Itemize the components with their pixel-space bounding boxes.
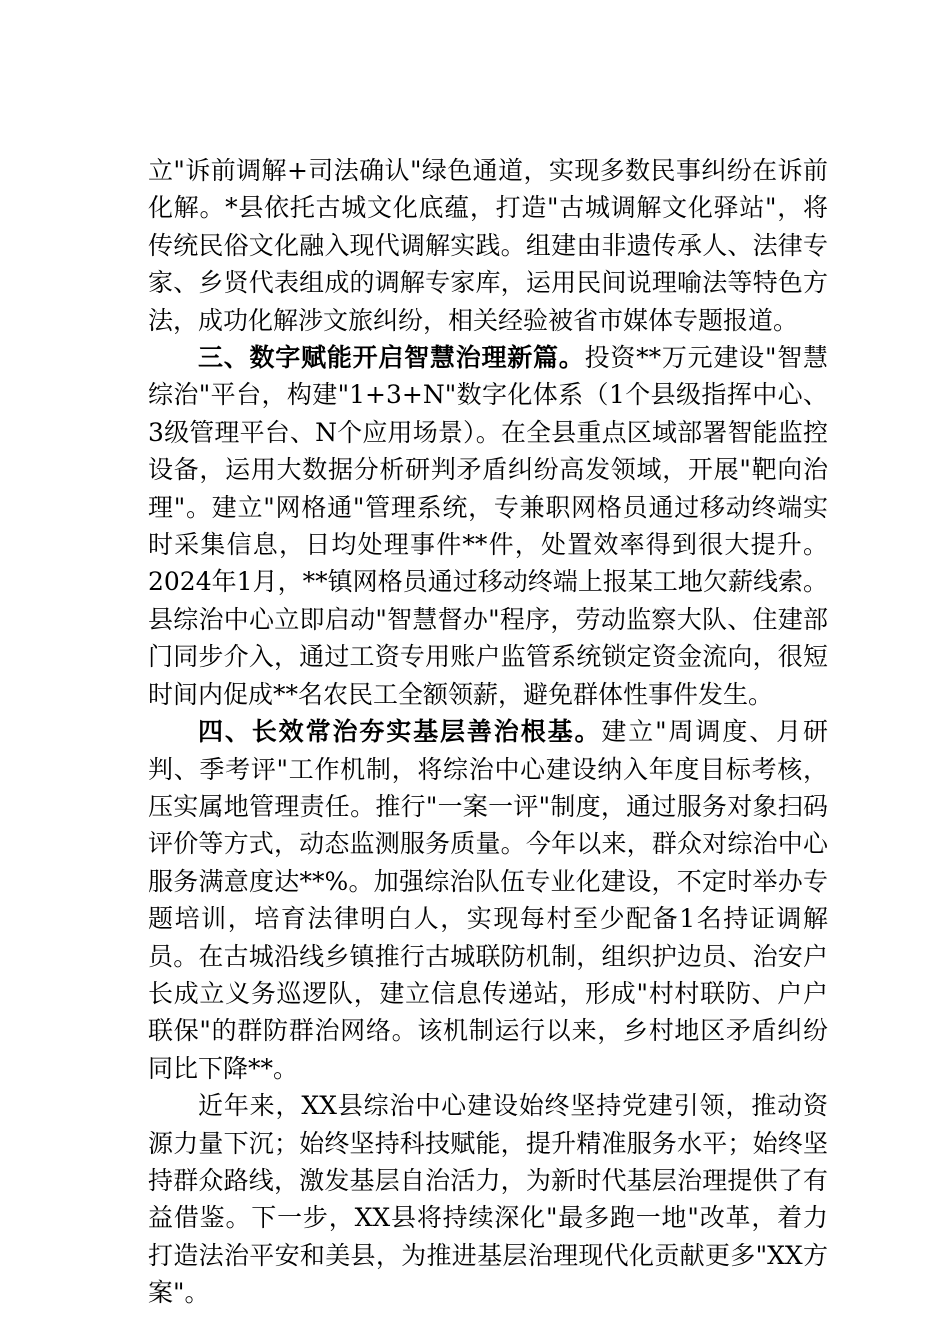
section-heading: 三、数字赋能开启智慧治理新篇。 — [198, 343, 585, 373]
paragraph-section-four — [148, 713, 828, 1087]
paragraph-body: 立"诉前调解+司法确认"绿色通道，实现多数民事纠纷在诉前化解。*县依托古城文化底蕴，打造"古城调解文化驿站"，将传统民俗文化融入现代调解实践。组建由非遗传承人、法律专家、乡贤代表组成的调解专家库，运用民间说理喻法等特色方法，成功化解涉文旅纠纷，相关经验被省市媒体专题报道。 — [148, 156, 828, 335]
paragraph-body: 投资**万元建设"智慧综治"平台，构建"1+3+N"数字化体系（1个县级指挥中心、3级管理平台、N个应用场景）。在全县重点区域部署智能监控设备，运用大数据分析研判矛盾纠纷高发领域，开展"靶向治理"。建立"网格通"管理系统，专兼职网格员通过移动终端实时采集信息，日均处理事件**件，处置效率得到很大提升。2024年1月，**镇网格员通过移动终端上报某工地欠薪线索。县综治中心立即启动"智慧督办"程序，劳动监察大队、住建部门同步介入，通过工资专用账户监管系统锁定资金流向，很短时间内促成**名农民工全额领薪，避免群体性事件发生。 — [148, 343, 828, 709]
section-heading: 四、长效常治夯实基层善治根基。 — [198, 717, 602, 747]
paragraph-continuation — [148, 152, 828, 339]
paragraph-section-three — [148, 339, 828, 713]
paragraph-conclusion — [148, 1087, 828, 1311]
paragraph-body: 建立"周调度、月研判、季考评"工作机制，将综治中心建设纳入年度目标考核，压实属地管理责任。推行"一案一评"制度，通过服务对象扫码评价等方式，动态监测服务质量。今年以来，群众对综治中心服务满意度达**%。加强综治队伍专业化建设，不定时举办专题培训，培育法律明白人，实现每村至少配备1名持证调解员。在古城沿线乡镇推行古城联防机制，组织护边员、治安户长成立义务巡逻队，建立信息传递站，形成"村村联防、户户联保"的群防群治网络。该机制运行以来，乡村地区矛盾纠纷同比下降**。 — [148, 717, 828, 1083]
document-page — [148, 152, 828, 1312]
paragraph-body: 近年来，XX县综治中心建设始终坚持党建引领，推动资源力量下沉；始终坚持科技赋能，提升精准服务水平；始终坚持群众路线，激发基层自治活力，为新时代基层治理提供了有益借鉴。下一步，XX县将持续深化"最多跑一地"改革，着力打造法治平安和美县，为推进基层治理现代化贡献更多"XX方案"。 — [148, 1091, 828, 1308]
